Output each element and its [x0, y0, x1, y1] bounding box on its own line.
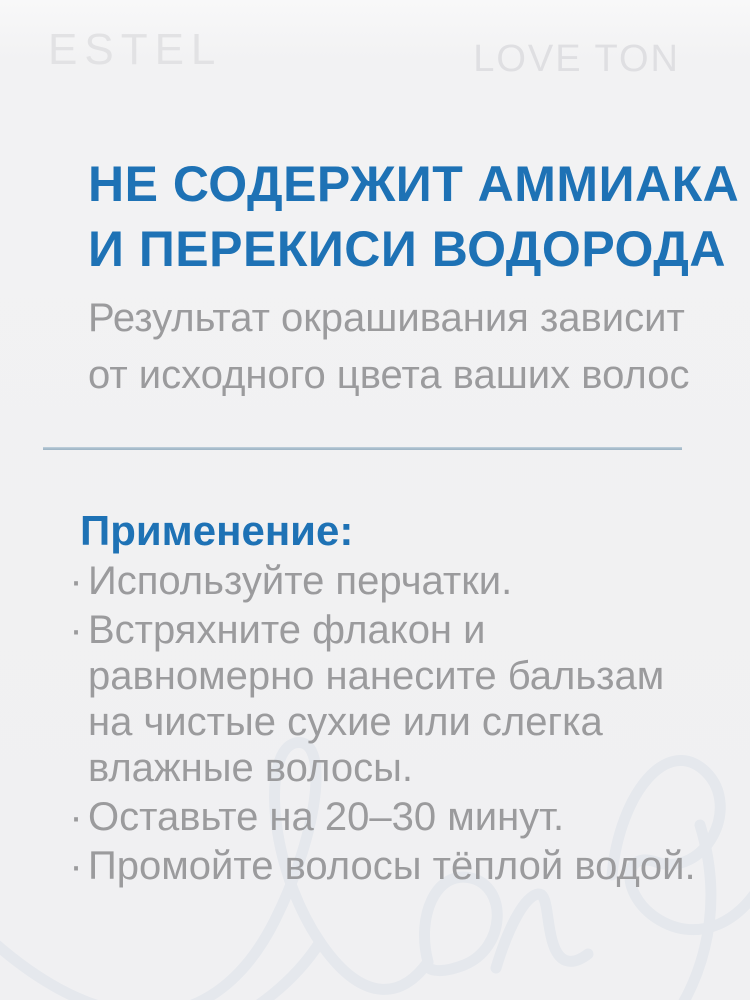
bullet-marker: ·: [69, 844, 83, 888]
usage-item-text: Оставьте на 20–30 минут.: [88, 795, 565, 839]
section-divider: [43, 447, 682, 450]
usage-list: [64, 558, 696, 892]
product-line-logo: LOVE TON: [473, 38, 680, 80]
bullet-marker: ·: [69, 795, 83, 839]
claim-note: [88, 290, 689, 404]
usage-item-text: Встряхните флакон и равномерно нанесите бальзам на чистые сухие или слегка влажные волосы.: [88, 608, 665, 790]
note-line-2: от исходного цвета ваших волос: [88, 353, 690, 397]
usage-list-item: [64, 607, 696, 791]
usage-list-item: [64, 843, 696, 889]
bullet-marker: ·: [69, 559, 83, 603]
claim-heading: [88, 152, 739, 282]
brand-logo: ESTEL: [48, 25, 223, 74]
usage-list-item: [64, 794, 696, 840]
usage-heading: Применение:: [80, 507, 354, 554]
note-line-1: Результат окрашивания зависит: [88, 296, 685, 340]
claim-line-2: И ПЕРЕКИСИ ВОДОРОДА: [88, 221, 726, 277]
usage-item-text: Промойте волосы тёплой водой.: [88, 844, 696, 888]
claim-line-1: НЕ СОДЕРЖИТ АММИАКА: [88, 156, 740, 212]
bullet-marker: ·: [69, 608, 83, 652]
usage-item-text: Используйте перчатки.: [88, 559, 513, 603]
usage-list-item: [64, 558, 696, 604]
